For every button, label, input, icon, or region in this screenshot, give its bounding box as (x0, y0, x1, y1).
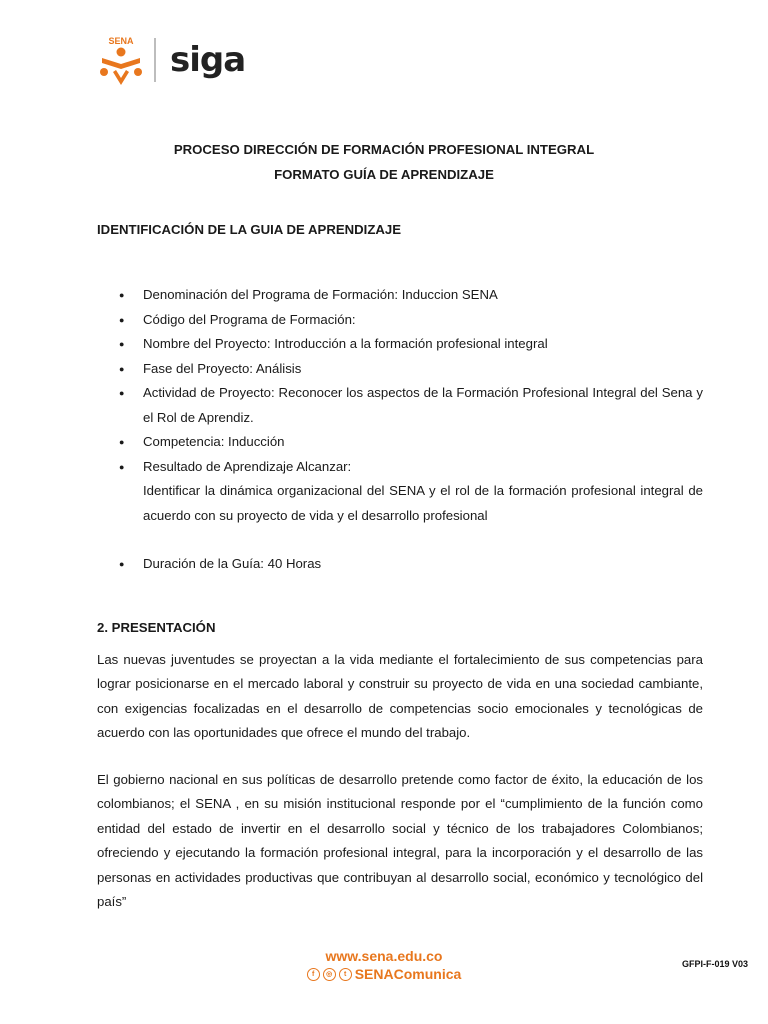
bullet-icon: ● (119, 559, 125, 569)
bullet-icon: ● (119, 290, 125, 300)
bullet-icon: ● (119, 363, 125, 374)
logo-divider (154, 38, 156, 82)
siga-logo: siga (170, 40, 246, 80)
footer-social (0, 966, 768, 982)
list-item: ● Competencia: Inducción (97, 430, 703, 455)
document-subtitle: FORMATO GUÍA DE APRENDIZAJE (274, 167, 494, 182)
list-item: ● Código del Programa de Formación: (97, 308, 703, 333)
bullet-icon: ● (119, 388, 125, 398)
bullet-icon: ● (119, 437, 125, 447)
list-item: ● Fase del Proyecto: Análisis (97, 357, 703, 382)
header-logos (96, 34, 245, 86)
list-item: ● Nombre del Proyecto: Introducción a la formación profesional integral (97, 332, 703, 357)
document-title: PROCESO DIRECCIÓN DE FORMACIÓN PROFESIONAL INTEGRAL (173, 142, 595, 157)
facebook-icon[interactable]: f (307, 968, 320, 981)
list-item: ● Duración de la Guía: 40 Horas (97, 552, 703, 577)
sena-logo (96, 34, 146, 86)
svg-text:SENA: SENA (108, 36, 134, 46)
presentation-paragraph-2: El gobierno nacional en sus políticas de desarrollo pretende como factor de éxito, la educación de los colombianos; el SENA , en su misión institucional responde por el “cumplimiento de la función como entidad del estado de invertir en el desarrollo social y técnico de los trabajadores Colombianos; ofreciendo y ejecutando la formación profesional integral, para la incorporación y el desarrollo de las personas en actividades productivas que contribuyan al desarrollo social, económico y tecnológico del país” (97, 772, 703, 910)
twitter-icon[interactable]: t (339, 968, 352, 981)
list-item: ● Resultado de Aprendizaje Alcanzar: Identificar la dinámica organizacional del SENA y el rol de la formación profesional integral de acuerdo con su proyecto de vida y el desarrollo profesional (97, 455, 703, 529)
identification-heading: IDENTIFICACIÓN DE LA GUIA DE APRENDIZAJE (97, 222, 402, 237)
document-code: GFPI-F-019 V03 (681, 959, 748, 969)
list-item: ● Denominación del Programa de Formación: Induccion SENA (97, 283, 703, 308)
list-item: ● Actividad de Proyecto: Reconocer los aspectos de la Formación Profesional Integral del Sena y el Rol de Aprendiz. (97, 381, 703, 430)
identification-list (97, 283, 703, 577)
instagram-icon[interactable]: ◎ (323, 968, 336, 981)
presentation-paragraph-1: Las nuevas juventudes se proyectan a la vida mediante el fortalecimiento de sus competencias para lograr posicionarse en el mercado laboral y construir su proyecto de vida en una sociedad cambiante, con exigencias focalizadas en el desarrollo de competencias socio emocionales y tecnológicas de acuerdo con las oportunidades que ofrece el mundo del trabajo. (97, 652, 703, 741)
presentation-heading: 2. PRESENTACIÓN (97, 620, 216, 635)
social-handle[interactable]: SENAComunica (354, 966, 462, 982)
result-detail: Identificar la dinámica organizacional del SENA y el rol de la formación profesional integral de acuerdo con su proyecto de vida y el desarrollo profesional (143, 483, 703, 523)
footer-url-link[interactable]: www.sena.edu.co (325, 948, 443, 964)
bullet-icon: ● (119, 339, 125, 349)
bullet-icon: ● (119, 314, 125, 325)
bullet-icon: ● (119, 461, 125, 472)
